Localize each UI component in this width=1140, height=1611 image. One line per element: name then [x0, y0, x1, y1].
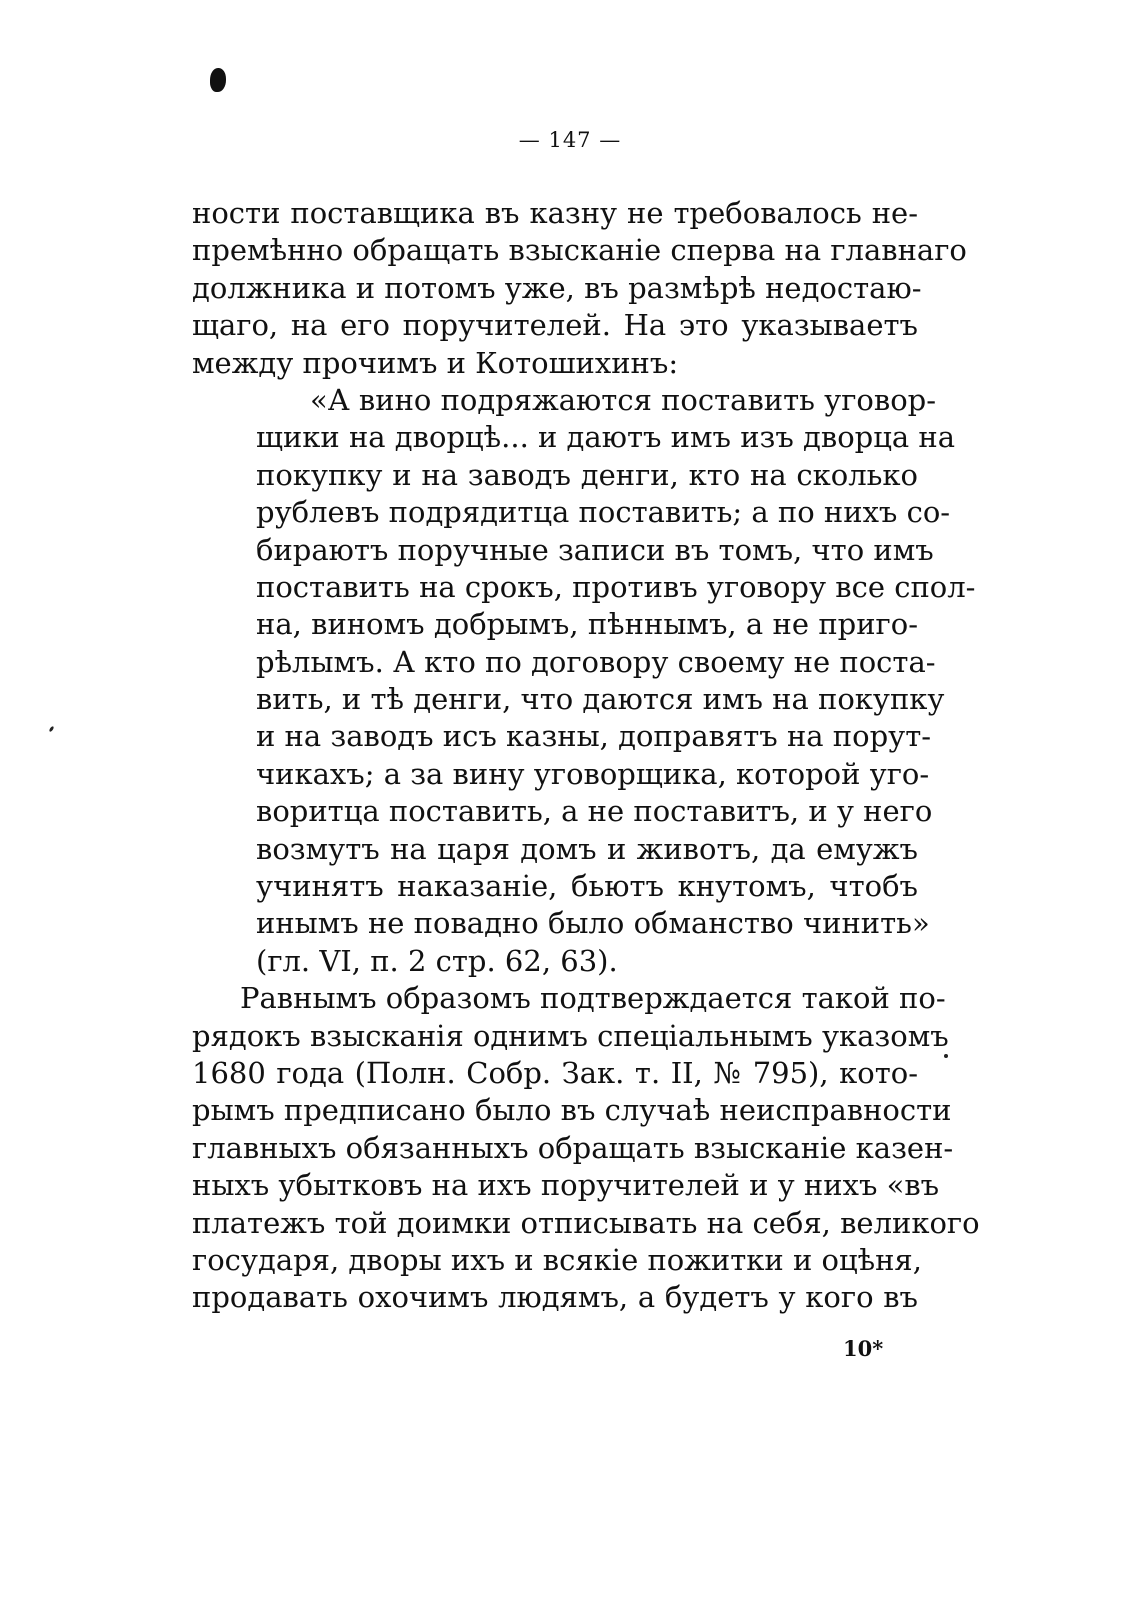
- quote-line: учинятъ наказаніе, бьютъ кнутомъ, чтобъ: [256, 869, 918, 904]
- ink-speck: [944, 1054, 948, 1058]
- quote-line: покупку и на заводъ денги, кто на сколько: [256, 457, 918, 492]
- quote-line: щики на дворцѣ... и даютъ имъ изъ дворца на: [256, 420, 956, 455]
- text-line: государя, дворы ихъ и всякіе пожитки и оцѣня,: [192, 1242, 922, 1277]
- text-line: ности поставщика въ казну не требовалось не-: [192, 196, 918, 230]
- text-line: должника и потомъ уже, въ размѣрѣ недостаю-: [192, 270, 922, 305]
- paragraph-1: [192, 195, 967, 382]
- quote-line: воритца поставить, а не поставитъ, и у него: [256, 794, 933, 829]
- quote-line: возмутъ на царя домъ и животъ, да емужъ: [256, 831, 918, 866]
- quote-line: инымъ не повадно было обманство чинить»: [256, 906, 930, 941]
- text-line: главныхъ обязанныхъ обращать взысканіе казен-: [192, 1130, 954, 1165]
- text-line: продавать охочимъ людямъ, а будетъ у кого въ: [192, 1280, 918, 1315]
- quote-citation: (гл. VI, п. 2 стр. 62, 63).: [256, 943, 618, 978]
- text-line: между прочимъ и Котошихинъ:: [192, 345, 679, 380]
- text-line: рядокъ взысканія однимъ спеціальнымъ указомъ: [192, 1018, 949, 1053]
- quote-line: и на заводъ исъ казны, доправятъ на порут-: [256, 719, 932, 754]
- ink-speck: [49, 726, 55, 733]
- page-body: [192, 195, 980, 1317]
- text-line: платежъ той доимки отписывать на себя, великого: [192, 1205, 980, 1240]
- text-line: ныхъ убытковъ на ихъ поручителей и у нихъ «въ: [192, 1168, 940, 1203]
- text-line: Равнымъ образомъ подтверждается такой по-: [240, 981, 946, 1016]
- text-line: премѣнно обращать взысканіе сперва на главнаго: [192, 233, 967, 268]
- quote-line: рублевъ подрядитца поставить; а по нихъ со-: [256, 495, 951, 530]
- text-line: щаго, на его поручителей. На это указываетъ: [192, 308, 918, 343]
- quote-line: чикахъ; а за вину уговорщика, которой уго-: [256, 756, 930, 791]
- quote-line: на, виномъ добрымъ, пѣннымъ, а не приго-: [256, 607, 918, 642]
- page-number: — 147 —: [518, 128, 622, 152]
- text-line: рымъ предписано было въ случаѣ неисправности: [192, 1093, 952, 1128]
- signature-mark: 10*: [843, 1336, 884, 1361]
- text-line: 1680 года (Полн. Собр. Зак. т. II, № 795), кото-: [192, 1055, 918, 1090]
- ink-blot: [210, 68, 226, 92]
- quote-line: вить, и тѣ денги, что даются имъ на покупку: [256, 682, 945, 717]
- paragraph-2: [192, 980, 980, 1317]
- quote-line: бираютъ поручные записи въ томъ, что имъ: [256, 532, 934, 567]
- quote-line: рѣлымъ. А кто по договору своему не поста-: [256, 644, 936, 679]
- quote-line: «А вино подряжаются поставить уговор-: [310, 382, 937, 417]
- quote-line: поставить на срокъ, противъ уговору все спол-: [256, 569, 976, 604]
- block-quote: [192, 382, 976, 980]
